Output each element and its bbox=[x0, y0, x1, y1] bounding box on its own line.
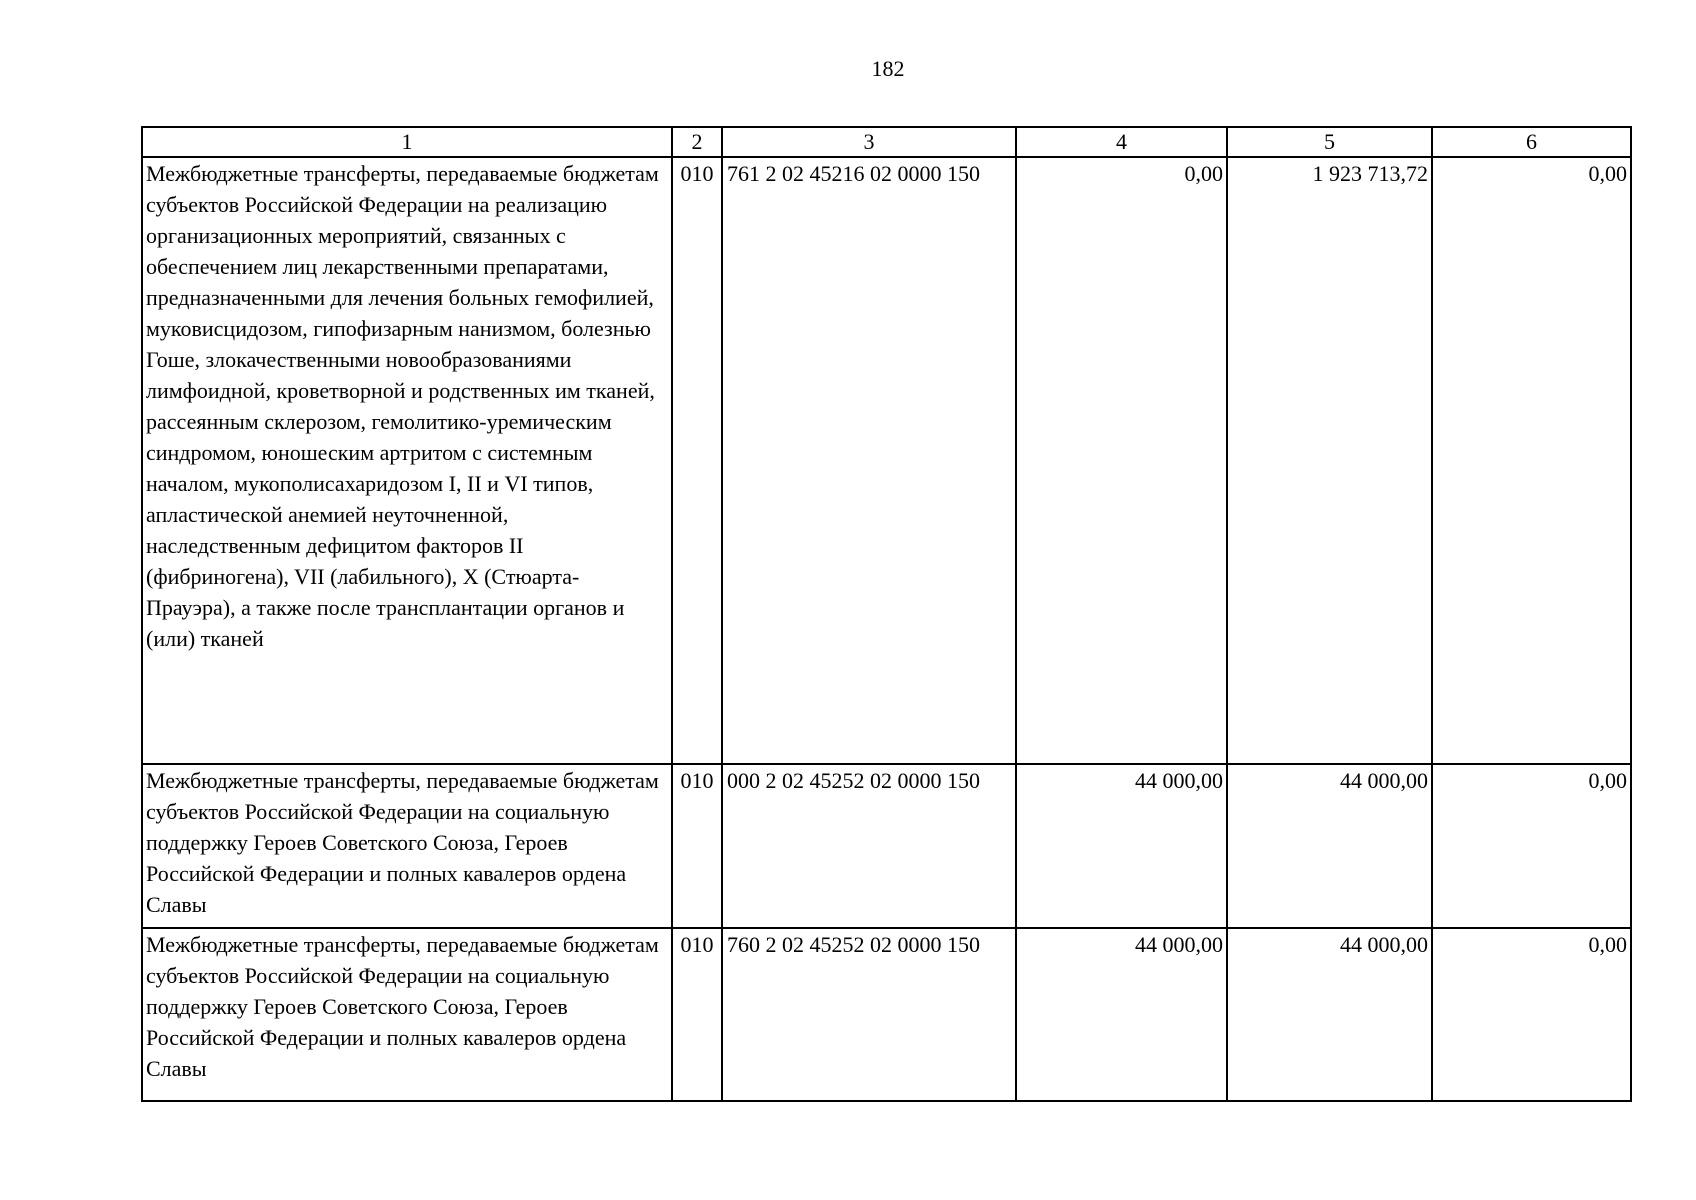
row-section-code: 010 bbox=[672, 764, 722, 928]
row-amount-col4: 44 000,00 bbox=[1016, 928, 1227, 1101]
row-section-code: 010 bbox=[672, 157, 722, 764]
row-description: Межбюджетные трансферты, передаваемые бюджетам субъектов Российской Федерации на социальную поддержку Героев Советского Союза, Героев Российской Федерации и полных кавалеров ордена Славы bbox=[142, 764, 672, 928]
row-amount-col6: 0,00 bbox=[1432, 157, 1631, 764]
row-budget-code: 761 2 02 45216 02 0000 150 bbox=[722, 157, 1016, 764]
row-section-code: 010 bbox=[672, 928, 722, 1101]
page-number: 182 bbox=[871, 56, 905, 81]
column-header: 3 bbox=[722, 127, 1016, 157]
row-budget-code: 000 2 02 45252 02 0000 150 bbox=[722, 764, 1016, 928]
column-header: 4 bbox=[1016, 127, 1227, 157]
table-row bbox=[142, 157, 1631, 764]
column-header: 2 bbox=[672, 127, 722, 157]
row-amount-col5: 44 000,00 bbox=[1227, 764, 1432, 928]
budget-table bbox=[141, 126, 1632, 1102]
table-row bbox=[142, 928, 1631, 1101]
table-header-row bbox=[142, 127, 1631, 157]
row-amount-col4: 0,00 bbox=[1016, 157, 1227, 764]
row-amount-col5: 44 000,00 bbox=[1227, 928, 1432, 1101]
row-amount-col6: 0,00 bbox=[1432, 928, 1631, 1101]
table-row bbox=[142, 764, 1631, 928]
column-header: 5 bbox=[1227, 127, 1432, 157]
row-description: Межбюджетные трансферты, передаваемые бюджетам субъектов Российской Федерации на реализацию организационных мероприятий, связанных с обеспечением лиц лекарственными препаратами, предназначенными для лечения больных гемофилией, муковисцидозом, гипофизарным нанизмом, болезнью Гоше, злокачественными новообразованиями лимфоидной, кроветворной и родственных им тканей, рассеянным склерозом, гемолитико-уремическим синдромом, юношеским артритом с системным началом, мукополисахаридозом I, II и VI типов, апластической анемией неуточненной, наследственным дефицитом факторов II (фибриногена), VII (лабильного), X (Стюарта-Прауэра), а также после трансплантации органов и (или) тканей bbox=[142, 157, 672, 764]
column-header: 1 bbox=[142, 127, 672, 157]
row-description: Межбюджетные трансферты, передаваемые бюджетам субъектов Российской Федерации на социальную поддержку Героев Советского Союза, Героев Российской Федерации и полных кавалеров ордена Славы bbox=[142, 928, 672, 1101]
row-budget-code: 760 2 02 45252 02 0000 150 bbox=[722, 928, 1016, 1101]
column-header: 6 bbox=[1432, 127, 1631, 157]
row-amount-col4: 44 000,00 bbox=[1016, 764, 1227, 928]
row-amount-col6: 0,00 bbox=[1432, 764, 1631, 928]
row-amount-col5: 1 923 713,72 bbox=[1227, 157, 1432, 764]
